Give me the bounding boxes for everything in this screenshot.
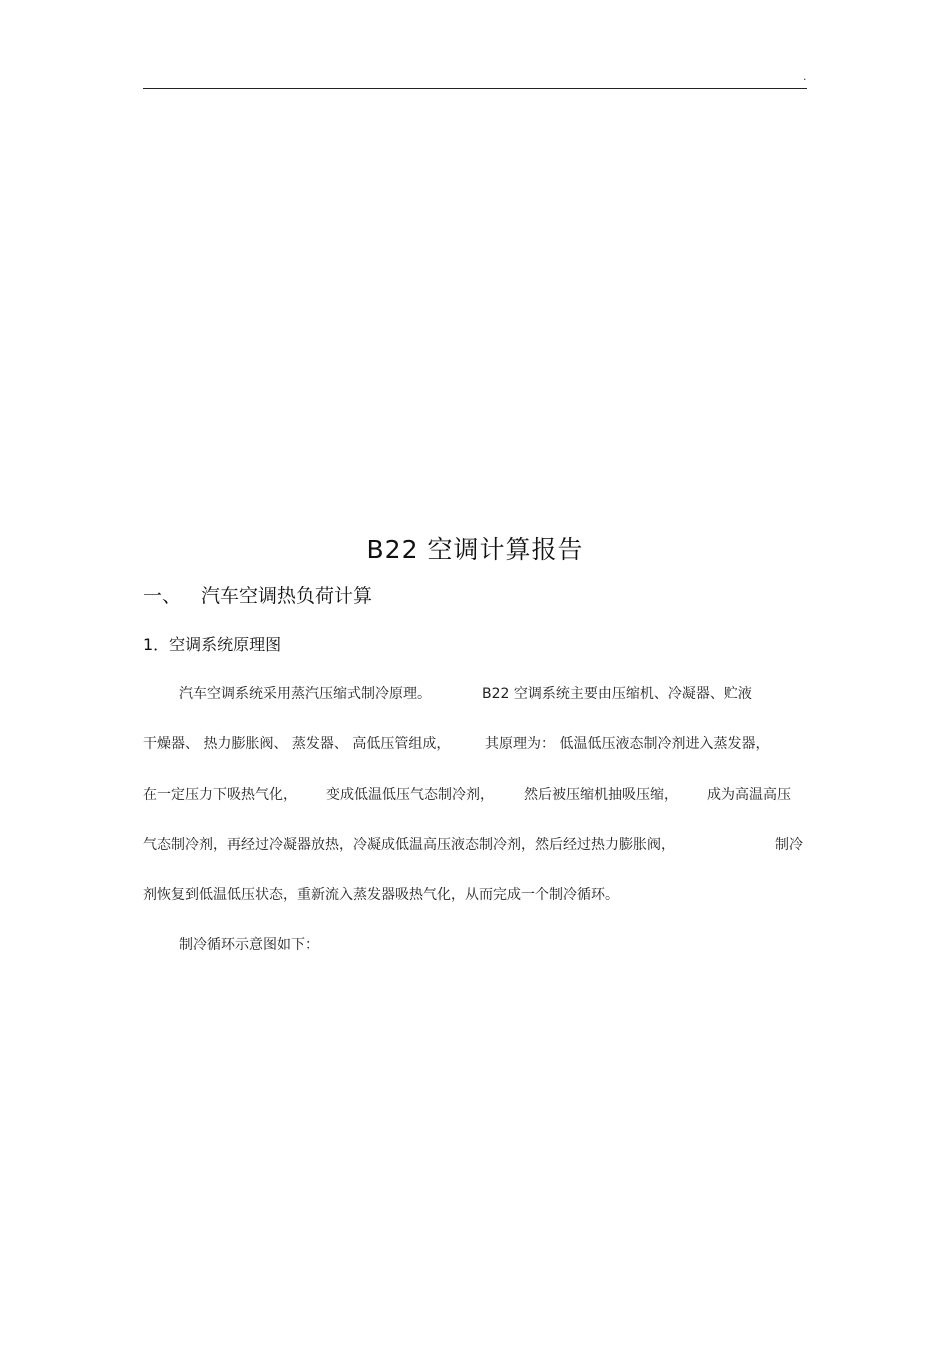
subsection-heading: 1．空调系统原理图 [143, 635, 282, 654]
header-rule [143, 88, 807, 89]
paragraph-text: 其原理为： 低温低压液态制冷剂进入蒸发器， [485, 736, 770, 752]
caption-text: 制冷循环示意图如下： [179, 937, 319, 953]
paragraph-text: 汽车空调系统采用蒸汽压缩式制冷原理。 [179, 686, 431, 702]
section-number: 一、 [143, 585, 182, 607]
paragraph-text: 干燥器、 热力膨胀阀、 蒸发器、 高低压管组成， [143, 736, 451, 752]
paragraph-text: B22 空调系统主要由压缩机、冷凝器、贮液 [482, 686, 752, 702]
section-title: 汽车空调热负荷计算 [201, 585, 373, 607]
paragraph-text: 然后被压缩机抽吸压缩， [524, 787, 678, 803]
paragraph-text: 剂恢复到低温低压状态，重新流入蒸发器吸热气化，从而完成一个制冷循环。 [143, 887, 619, 903]
paragraph-text: 气态制冷剂，再经过冷凝器放热，冷凝成低温高压液态制冷剂，然后经过热力膨胀阀， [143, 837, 675, 853]
paragraph-text: 在一定压力下吸热气化， [143, 787, 297, 803]
document-title: B22 空调计算报告 [366, 535, 584, 564]
header-mark: . [803, 70, 807, 83]
paragraph-text: 成为高温高压 [707, 787, 791, 803]
section-heading [143, 581, 372, 608]
paragraph-text: 制冷 [775, 837, 803, 853]
paragraph-text: 变成低温低压气态制冷剂， [326, 787, 494, 803]
